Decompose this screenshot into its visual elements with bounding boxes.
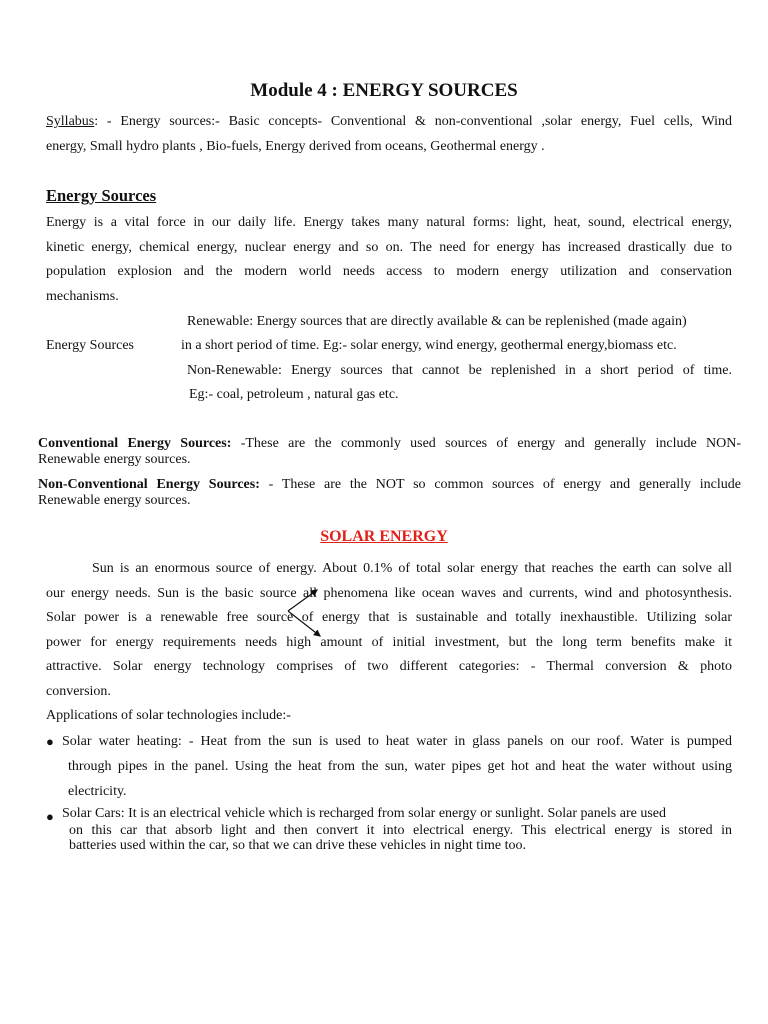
- paragraph-line: attractive. Solar energy technology comprises of two different categories: - Thermal conversion & photo: [46, 659, 732, 674]
- section-heading-solar-energy: SOLAR ENERGY: [320, 528, 448, 545]
- bullet-dot-icon: ●: [46, 734, 54, 749]
- arrow-down-icon: [288, 611, 320, 636]
- renewable-line-1: Renewable: Energy sources that are directly available & can be replenished (made again): [187, 314, 687, 329]
- conventional-line-2: Renewable energy sources.: [38, 452, 191, 467]
- syllabus-text-1: : - Energy sources:- Basic concepts- Conventional & non-conventional ,solar energy, Fuel cells, Wind: [94, 114, 732, 129]
- syllabus-label: Syllabus: [46, 114, 95, 129]
- arrow-up-icon: [288, 590, 317, 611]
- applications-intro: Applications of solar technologies include:-: [46, 708, 291, 723]
- conventional-term: Conventional Energy Sources:: [38, 436, 232, 451]
- paragraph-line: power for energy requirements needs high amount of initial investment, but the long term benefits make it: [46, 634, 732, 650]
- page-title: Module 4 : ENERGY SOURCES: [250, 80, 518, 101]
- bullet-line: Solar water heating: - Heat from the sun is used to heat water in glass panels on our roof. Water is pumped: [62, 734, 732, 749]
- conventional-line-1: Conventional Energy Sources: -These are the commonly used sources of energy and generally include NON-: [38, 436, 742, 451]
- bullet-dot-icon: ●: [46, 809, 54, 824]
- paragraph-line: kinetic energy, chemical energy, nuclear energy and so on. The need for energy has increased drastically due to: [46, 239, 732, 255]
- paragraph-line: mechanisms.: [46, 288, 119, 304]
- paragraph-line: population explosion and the modern world needs access to modern energy utilization and conservation: [46, 264, 732, 279]
- non-conventional-term: Non-Conventional Energy Sources:: [38, 477, 260, 492]
- non-conventional-line-1: Non-Conventional Energy Sources: - These are the NOT so common sources of energy and generally include: [38, 477, 741, 492]
- syllabus-line-2: energy, Small hydro plants , Bio-fuels, Energy derived from oceans, Geothermal energy .: [46, 138, 545, 154]
- paragraph-line: our energy needs. Sun is the basic source all phenomena like ocean waves and currents, wind and photosynthesis.: [46, 585, 732, 601]
- bullet-line: electricity.: [68, 783, 127, 799]
- paragraph-line: Energy is a vital force in our daily life. Energy takes many natural forms: light, heat, sound, electrical energy,: [46, 215, 732, 230]
- section-heading-energy-sources: Energy Sources: [46, 186, 157, 205]
- renewable-line-2: in a short period of time. Eg:- solar energy, wind energy, geothermal energy,biomass etc.: [181, 338, 677, 353]
- bullet-line: through pipes in the panel. Using the heat from the sun, water pipes get hot and heat the water without using: [68, 759, 732, 774]
- non-conventional-line-2: Renewable energy sources.: [38, 493, 191, 508]
- classification-label: Energy Sources: [46, 338, 134, 353]
- bullet-line: Solar Cars: It is an electrical vehicle which is recharged from solar energy or sunlight. Solar panels are used: [62, 806, 667, 821]
- nonrenewable-line-1: Non-Renewable: Energy sources that cannot be replenished in a short period of time.: [187, 363, 732, 378]
- bullet-line: on this car that absorb light and then convert it into electrical energy. This electrical energy is stored in: [69, 823, 732, 838]
- paragraph-line: Sun is an enormous source of energy. About 0.1% of total solar energy that reaches the earth can solve all: [92, 561, 732, 576]
- bullet-line: batteries used within the car, so that we can drive these vehicles in night time too.: [69, 838, 527, 853]
- nonrenewable-line-2: Eg:- coal, petroleum , natural gas etc.: [189, 387, 399, 402]
- paragraph-line: conversion.: [46, 683, 111, 699]
- paragraph-line: Solar power is a renewable free source of energy that is sustainable and totally inexhaustible. Utilizing solar: [46, 610, 732, 625]
